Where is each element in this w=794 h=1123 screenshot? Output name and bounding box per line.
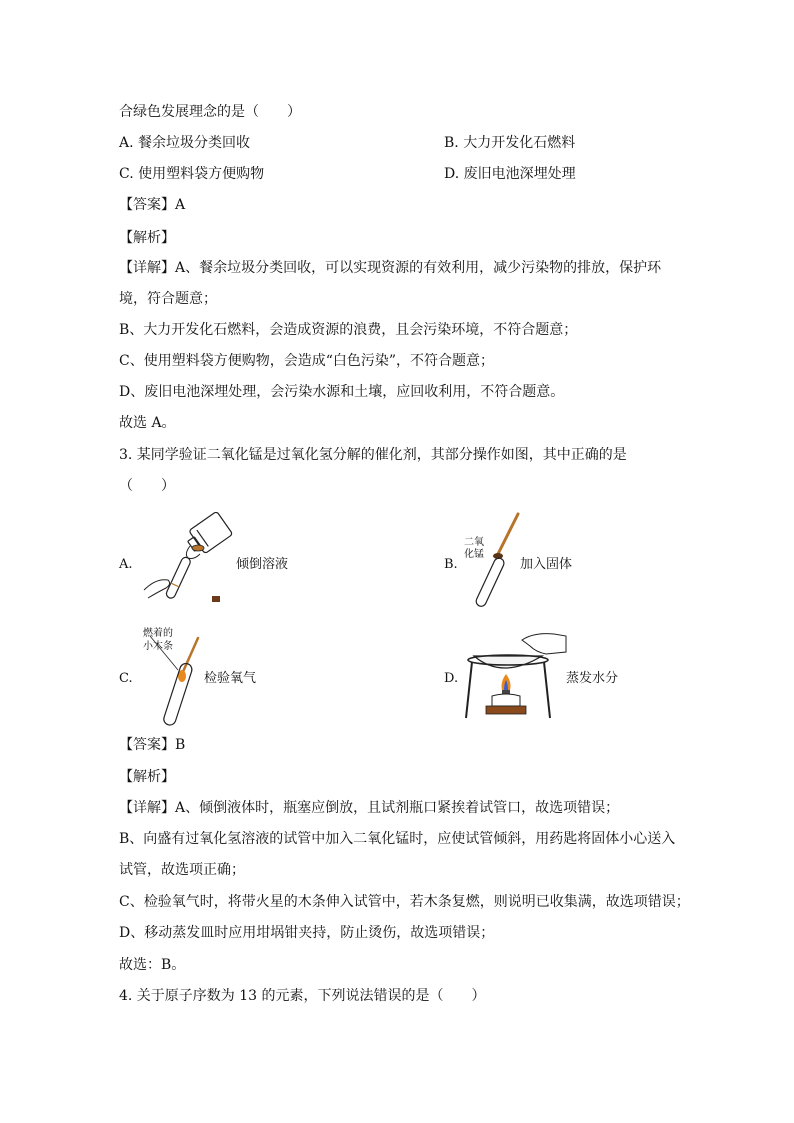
- q3-detail-line-4: D、移动蒸发皿时应用坩埚钳夹持，防止烫伤，故选项错误；: [119, 925, 495, 941]
- q3-option-c-letter[interactable]: C.: [119, 671, 133, 686]
- evaporation-illustration: [462, 630, 572, 722]
- q3-option-a-letter[interactable]: A.: [119, 557, 133, 572]
- q2-answer: 【答案】A: [119, 197, 186, 213]
- q3-detail-line-2a: B、向盛有过氧化氢溶液的试管中加入二氧化锰时，应使试管倾斜，用药匙将固体小心送入: [119, 831, 676, 847]
- q2-option-a[interactable]: A. 餐余垃圾分类回收: [119, 135, 251, 151]
- q2-detail-line-2: B、大力开发化石燃料，会造成资源的浪费，且会污染环境，不符合题意；: [119, 322, 578, 338]
- q3-option-c-caption: 检验氧气: [204, 671, 257, 686]
- q2-detail-line-1a: 【详解】A、餐余垃圾分类回收，可以实现资源的有效利用，减少污染物的排放，保护环: [119, 260, 662, 276]
- q3-option-b-letter[interactable]: B.: [444, 557, 458, 572]
- q2-conclusion: 故选 A。: [119, 415, 176, 431]
- pouring-liquid-illustration: [138, 512, 248, 612]
- q3-detail-line-2b: 试管，故选项正确；: [119, 862, 245, 878]
- q2-option-b[interactable]: B. 大力开发化石燃料: [444, 135, 576, 151]
- q3-option-b-caption: 加入固体: [520, 557, 573, 572]
- q2-option-c[interactable]: C. 使用塑料袋方便购物: [119, 166, 265, 182]
- q2-stem-tail: 合绿色发展理念的是（ ）: [119, 104, 301, 120]
- q2-detail-line-4: D、废旧电池深埋处理，会污染水源和土壤，应回收利用，不符合题意。: [119, 384, 565, 400]
- q2-option-d[interactable]: D. 废旧电池深埋处理: [444, 166, 576, 182]
- q2-detail-line-3: C、使用塑料袋方便购物，会造成“白色污染”，不符合题意；: [119, 353, 495, 369]
- burning-stick-label-line-2: 小木条: [143, 641, 173, 652]
- q3-detail-line-3: C、检验氧气时，将带火星的木条伸入试管中，若木条复燃，则说明已收集满，故选项错误；: [119, 894, 690, 910]
- q3-option-d-letter[interactable]: D.: [444, 671, 459, 686]
- mno2-label-line-1: 二氧: [464, 537, 484, 548]
- q3-stem-line-2: （ ）: [119, 478, 175, 494]
- q3-option-a-caption: 倾倒溶液: [236, 557, 289, 572]
- burning-stick-label-line-1: 燃着的: [143, 628, 173, 639]
- q3-conclusion: 故选：B。: [119, 957, 186, 973]
- q3-analysis-label: 【解析】: [119, 769, 175, 785]
- q3-stem-line-1: 3. 某同学验证二氧化锰是过氧化氢分解的催化剂，其部分操作如图，其中正确的是: [119, 447, 627, 463]
- q3-detail-line-1: 【详解】A、倾倒液体时，瓶塞应倒放，且试剂瓶口紧挨着试管口，故选项错误；: [119, 800, 620, 816]
- q3-answer: 【答案】B: [119, 737, 186, 753]
- q4-stem: 4. 关于原子序数为 13 的元素，下列说法错误的是（ ）: [119, 988, 486, 1004]
- mno2-label-line-2: 化锰: [464, 549, 484, 560]
- q2-analysis-label: 【解析】: [119, 230, 175, 246]
- q3-option-d-caption: 蒸发水分: [566, 671, 619, 686]
- q2-detail-line-1b: 境，符合题意；: [119, 291, 217, 307]
